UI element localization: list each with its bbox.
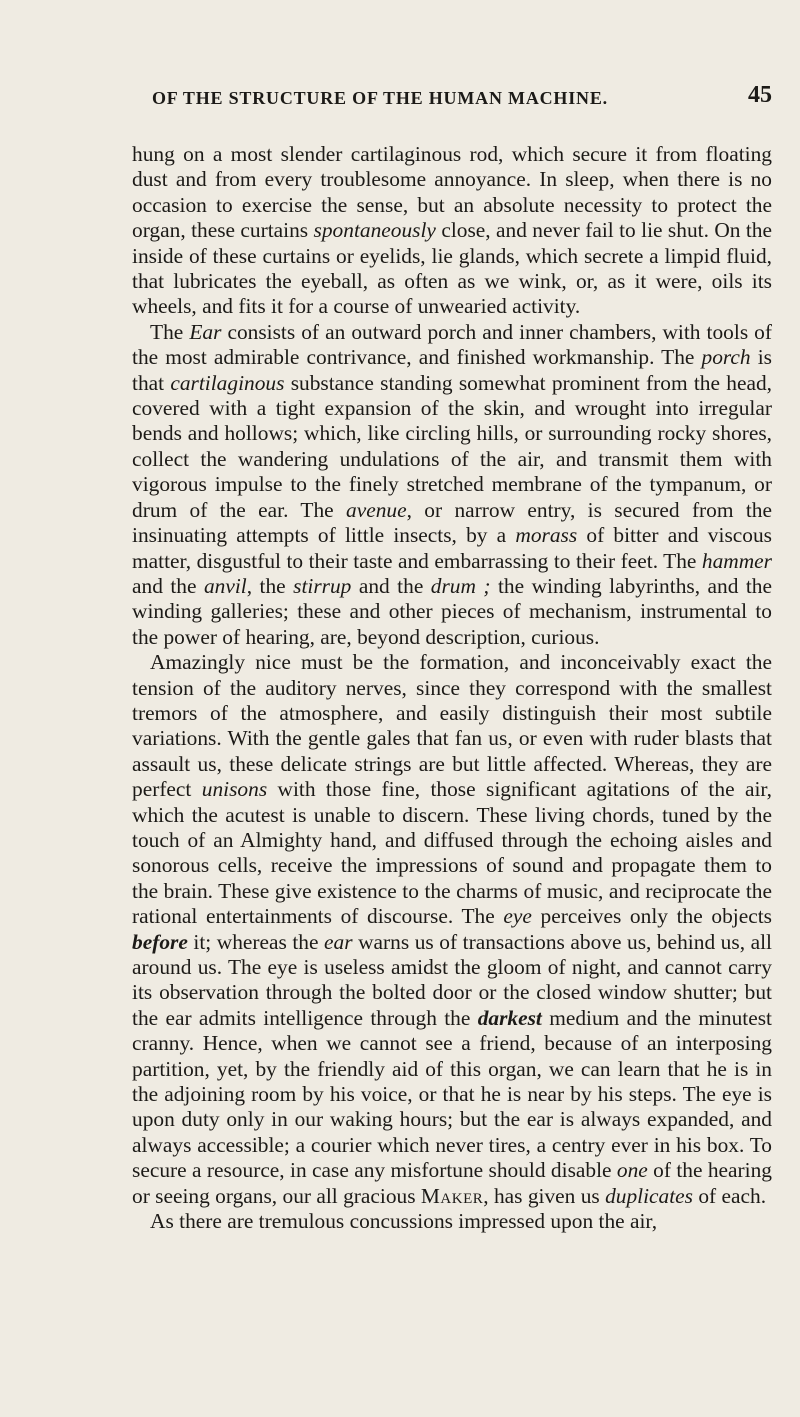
small-caps-text: Maker [420,1183,484,1208]
italic-text: one [616,1158,648,1183]
bold-italic-text: darkest [477,1005,542,1030]
italic-text: spontaneously [313,218,436,243]
italic-text: cartilaginous [170,370,285,395]
text-run: of the hearing or seeing organs, our all gracious [132,1158,773,1208]
text-run: and the [351,573,431,598]
text-run: medium and the minutest cranny. Hence, when we cannot see a friend, because of an interposing partition, yet, by the friendly aid of this organ, we can learn that he is in the adjoining room by his voice, or that he is near by his steps. The eye is upon duty only in our waking hours; but the ear is always expanded, and always accessible; a courier which never tires, a centry ever in his box. To secure a resource, in case any misfortune should disable [132,1005,772,1183]
paragraph [132,142,772,320]
italic-text: drum ; [430,573,491,598]
italic-text: stirrup [293,573,352,598]
text-run: with those fine, those significant agitations of the air, which the acutest is unable to discern. These living chords, tuned by the touch of an Almighty hand, and diffused through the echoing aisles and sonorous cells, receive the impressions of sound and propagate them to the brain. These give existence to the charms of music, and reciprocate the rational entertainments of discourse. The [132,777,772,929]
italic-text: ear [324,929,353,954]
text-run: the winding labyrinths, and the winding galleries; these and other pieces of mechanism, instrumental to the power of hearing, are, beyond description, curious. [132,573,772,649]
italic-text: hammer [701,548,772,573]
text-run: and the [132,573,204,598]
text-run: of bitter and viscous matter, disgustful to their taste and embarrassing to their feet. The [132,523,772,573]
bold-italic-text: before [132,929,188,954]
text-run: consists of an outward porch and inner chambers, with tools of the most admirable contrivance, and finished workmanship. The [132,319,773,370]
paragraph [132,320,772,650]
text-run: , or narrow entry, is secured from the insinuating attempts of little insects, by a [132,497,773,548]
text-run: The [150,319,190,344]
italic-text: Ear [189,319,222,344]
body-text [132,142,772,1234]
text-run: As there are tremulous concussions impressed upon the air, [150,1209,658,1234]
italic-text: anvil [203,573,247,598]
text-run: , the [246,573,294,598]
text-run: it; whereas the [187,929,325,954]
text-run: hung on a most slender cartilaginous rod, which secure it from floating dust and from every troublesome annoyance. In sleep, when there is no occasion to exercise the sense, but an absolute necessity to protect the organ, these curtains [132,142,772,243]
italic-text: duplicates [605,1183,693,1208]
italic-text: avenue [346,497,407,522]
italic-text: porch [701,345,751,370]
italic-text: morass [515,523,578,548]
text-run: substance standing somewhat prominent from the head, covered with a tight expansion of the skin, and wrought into irregular bends and hollows; which, like circling hills, or surrounding rocky shores, collect the wandering undulations of the air, and transmit them with vigorous impulse to the finely stretched membrane of the tympanum, or drum of the ear. The [132,370,772,522]
text-run: Amazingly nice must be the formation, and inconceivably exact the tension of the auditory nerves, since they correspond with the smallest tremors of the atmosphere, and easily distinguish their most subtile variations. With the gentle gales that fan us, or even with ruder blasts that assault us, these delicate strings are but little affected. Whereas, they are perfect [132,650,772,802]
page-number: 45 [748,82,772,108]
text-run: close, and never fail to lie shut. On the inside of these curtains or eyelids, lie glands, which secrete a limpid fluid, that lubricates the eyeball, as often as we wink, or, as it were, oils its wheels, and fits it for a course of unwearied activity. [132,218,772,319]
text-run: is that [132,345,772,395]
italic-text: eye [503,904,532,929]
paragraph [132,1209,772,1234]
text-run: , has given us [483,1183,606,1208]
text-run: of each. [693,1183,767,1208]
page-header [152,82,772,112]
running-head: OF THE STRUCTURE OF THE HUMAN MACHINE. [152,88,608,108]
text-run: perceives only the objects [531,904,772,929]
text-run: warns us of transactions above us, behind us, all around us. The eye is useless amidst the gloom of night, and cannot carry its observation through the bolted door or the closed window shutter; but the ear admits intelligence through the [132,929,772,1030]
italic-text: unisons [201,777,268,802]
paragraph [132,650,772,1209]
